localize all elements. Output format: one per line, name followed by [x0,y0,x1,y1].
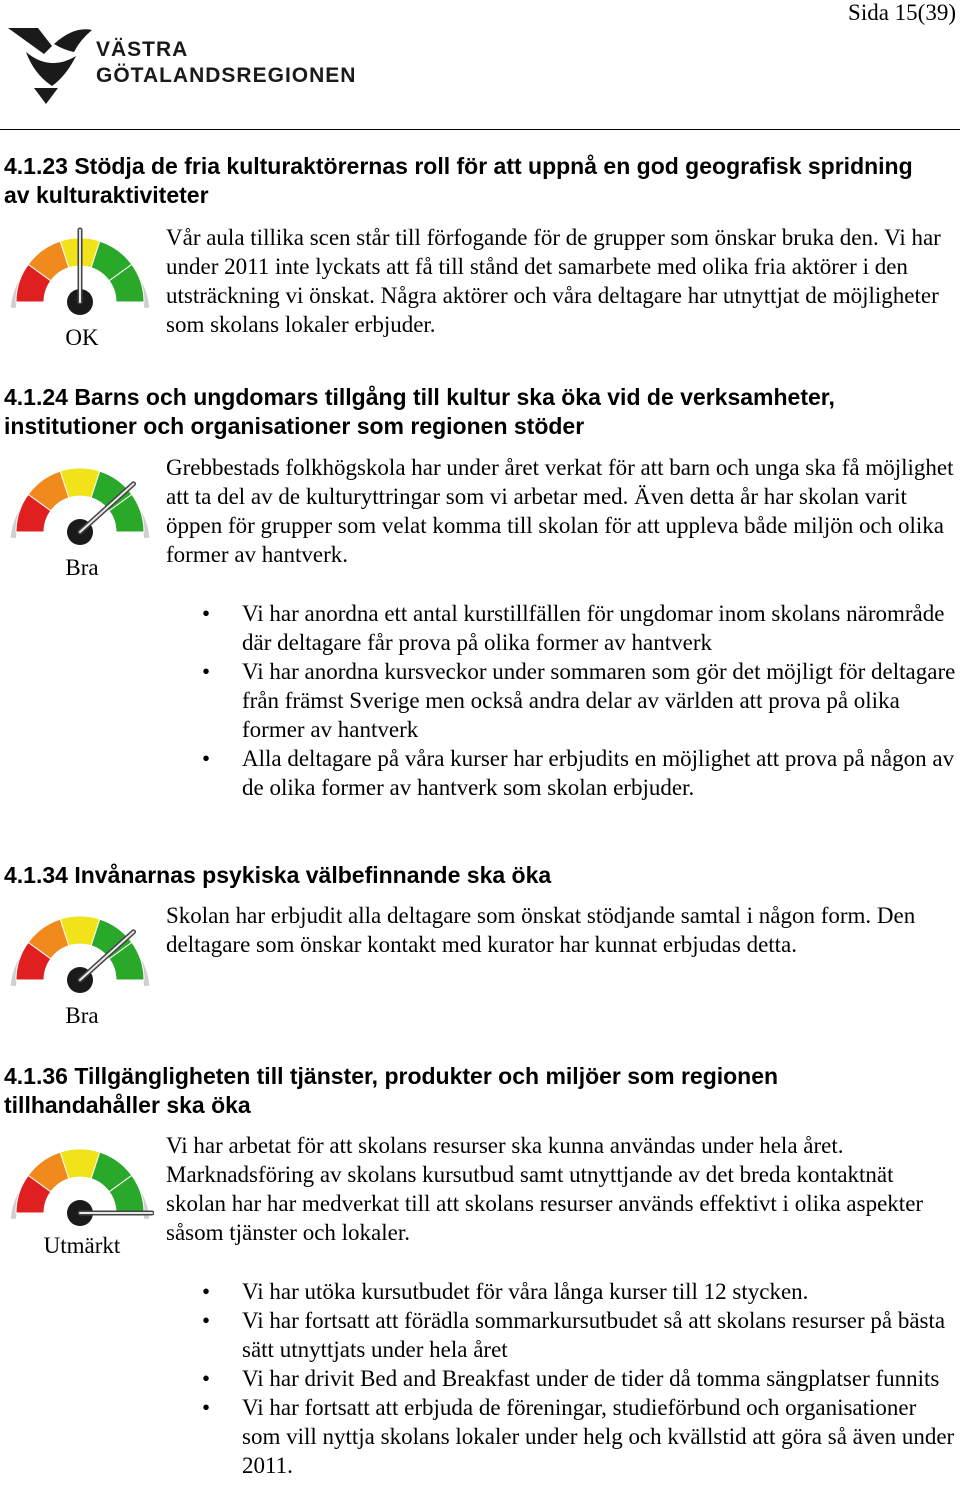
list-item [166,657,958,744]
bullet-icon: • [202,1308,211,1333]
rating-gauge [10,900,154,1030]
list-item [166,599,958,657]
list-item-text: Vi har utöka kursutbudet för våra långa kurser till 12 stycken. [242,1279,809,1304]
bullet-icon: • [202,659,211,684]
rating-gauge [10,1133,154,1263]
section-paragraph: Vi har arbetat för att skolans resurser ska kunna användas under hela året. Marknadsföring av skolans kursutbud samt utnyttjande av det breda kontaktnät skolan har har medverkat till att skolans resurser används effektivt i olika aspekter såsom tjänster och lokaler. [166,1133,924,1245]
list-item-text: Vi har drivit Bed and Breakfast under de tider då tomma sängplatser funnits [242,1366,940,1391]
section-heading: 4.1.23 Stödja de fria kulturaktörernas roll för att uppnå en god geografisk spridning av kulturaktiviteter [4,153,913,208]
list-item [166,1364,958,1393]
list-item-text: Vi har anordna ett antal kurstillfällen för ungdomar inom skolans närområde där deltagare får prova på olika former av hantverk [242,601,945,655]
list-item [166,1306,958,1364]
section-paragraph: Grebbestads folkhögskola har under året verkat för att barn och unga ska få möjlighet att ta del av de kulturyttringar som vi arbetar med. Även detta år har skolan varit öppen för grupper som velat komma till skolan för att uppleva både miljön och olika former av hantverk. [166,455,954,567]
section-paragraph: Vår aula tillika scen står till förfogande för de grupper som önskar bruka den. Vi har under 2011 inte lyckats att få till stånd det samarbete med olika fria aktörer i den utsträckning vi önskat. Några aktörer och våra deltagare har utnyttjat de möjligheter som skolans lokaler erbjuder. [166,225,941,337]
section-heading: 4.1.36 Tillgängligheten till tjänster, produkter och miljöer som regionen tillhandahåller ska öka [4,1063,779,1118]
list-item-text: Vi har fortsatt att erbjuda de föreningar, studieförbund och organisationer som vill nyttja skolans lokaler under helg och kvällstid att göra så även under 2011. [242,1395,955,1478]
bullet-list [166,599,958,802]
list-item [166,1393,958,1480]
rating-gauge [10,222,154,352]
section-heading: 4.1.34 Invånarnas psykiska välbefinnande ska öka [4,862,552,888]
region-logo-icon [4,26,94,106]
list-item [166,1277,958,1306]
section-heading: 4.1.24 Barns och ungdomars tillgång till kultur ska öka vid de verksamheter, institutioner och organisationer som regionen stöder [4,384,835,439]
bullet-icon: • [202,1366,211,1391]
list-item-text: Alla deltagare på våra kurser har erbjudits en möjlighet att prova på någon av de olika former av hantverk som skolan erbjuder. [242,746,955,800]
section-paragraph: Skolan har erbjudit alla deltagare som önskat stödjande samtal i någon form. Den deltagare som önskar kontakt med kurator har kunnat erbjudas detta. [166,903,916,957]
logo-text-line1: VÄSTRA [96,38,189,61]
bullet-icon: • [202,1279,211,1304]
bullet-list [166,1277,958,1480]
vastra-gotalandsregionen-logo [4,26,394,106]
gauge-icon [10,900,154,1005]
page-number: Sida 15(39) [848,0,956,25]
rating-label: OK [65,325,99,350]
bullet-icon: • [202,746,211,771]
list-item [166,744,958,802]
logo-text-line2: GÖTALANDSREGIONEN [96,64,357,87]
gauge-icon [10,222,154,327]
list-item-text: Vi har anordna kursveckor under sommaren som gör det möjligt för deltagare från främst Sverige men också andra delar av världen att prova på olika former av hantverk [242,659,956,742]
bullet-icon: • [202,601,211,626]
bullet-icon: • [202,1395,211,1420]
header-divider [0,129,960,130]
rating-label: Bra [65,1003,99,1028]
rating-gauge [10,452,154,582]
gauge-icon [10,452,154,557]
rating-label: Utmärkt [43,1233,121,1258]
list-item-text: Vi har fortsatt att förädla sommarkursutbudet så att skolans resurser på bästa sätt utnyttjats under hela året [242,1308,946,1362]
rating-label: Bra [65,555,99,580]
gauge-icon [10,1133,154,1238]
